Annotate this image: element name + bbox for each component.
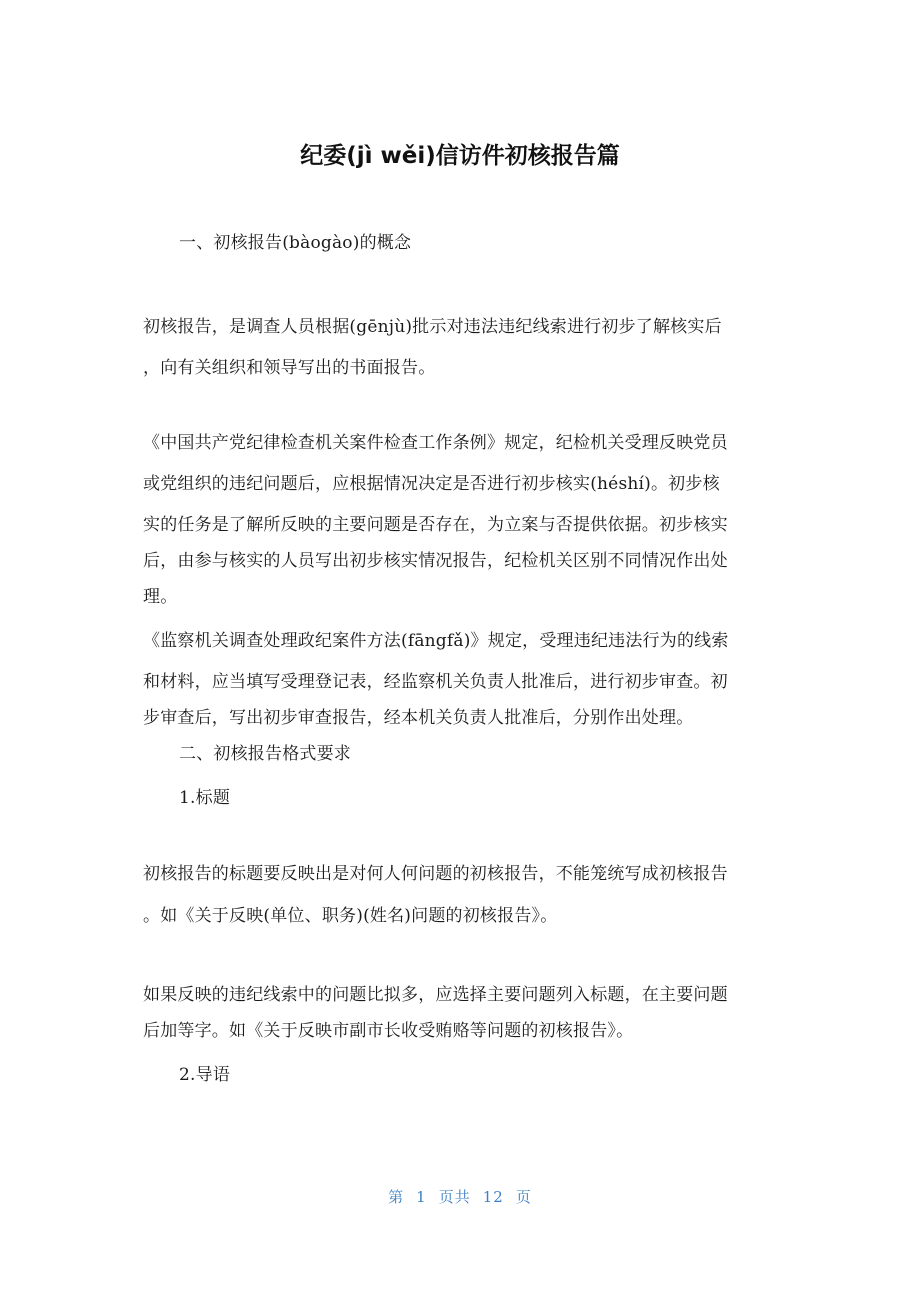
paragraph-line: 后，由参与核实的人员写出初步核实情况报告，纪检机关区别不同情况作出处 [143, 551, 728, 571]
paragraph-line: 《中国共产党纪律检查机关案件检查工作条例》规定，纪检机关受理反映党员 [143, 433, 728, 453]
document-title: 纪委(jì wěi)信访件初核报告篇 [300, 143, 620, 169]
section-heading-format: 二、初核报告格式要求 [179, 744, 351, 764]
paragraph-line: 步审查后，写出初步审查报告，经本机关负责人批准后，分别作出处理。 [143, 708, 694, 728]
subheading-lead: 2.导语 [179, 1065, 231, 1085]
paragraph-line: 和材料，应当填写受理登记表，经监察机关负责人批准后，进行初步审查。初 [143, 672, 728, 692]
paragraph-line: 理。 [143, 587, 178, 607]
page-footer [0, 1186, 920, 1208]
paragraph-line: 后加等字。如《关于反映市副市长收受贿赂等问题的初核报告》。 [143, 1021, 634, 1041]
paragraph-line: 如果反映的违纪线索中的问题比拟多，应选择主要问题列入标题，在主要问题 [143, 985, 728, 1005]
page-number: 1 [416, 1188, 427, 1206]
paragraph-line: 。如《关于反映(单位、职务)(姓名)问题的初核报告》。 [143, 906, 558, 926]
page-suffix: 页 [515, 1188, 532, 1206]
page-mid: 页共 [438, 1188, 471, 1206]
paragraph-line: ，向有关组织和领导写出的书面报告。 [143, 358, 436, 378]
total-pages: 12 [482, 1188, 504, 1206]
paragraph-line: 初核报告的标题要反映出是对何人何问题的初核报告，不能笼统写成初核报告 [143, 864, 728, 884]
paragraph-line: 或党组织的违纪问题后，应根据情况决定是否进行初步核实(héshí)。初步核 [143, 474, 720, 494]
subheading-title: 1.标题 [179, 788, 231, 808]
section-heading-concept: 一、初核报告(bàogào)的概念 [179, 233, 412, 253]
paragraph-line: 实的任务是了解所反映的主要问题是否存在，为立案与否提供依据。初步核实 [143, 515, 728, 535]
paragraph-line: 初核报告，是调查人员根据(gēnjù)批示对违法违纪线索进行初步了解核实后 [143, 317, 722, 337]
page-prefix: 第 [388, 1188, 405, 1206]
paragraph-line: 《监察机关调查处理政纪案件方法(fāngfǎ)》规定，受理违纪违法行为的线索 [143, 631, 729, 651]
